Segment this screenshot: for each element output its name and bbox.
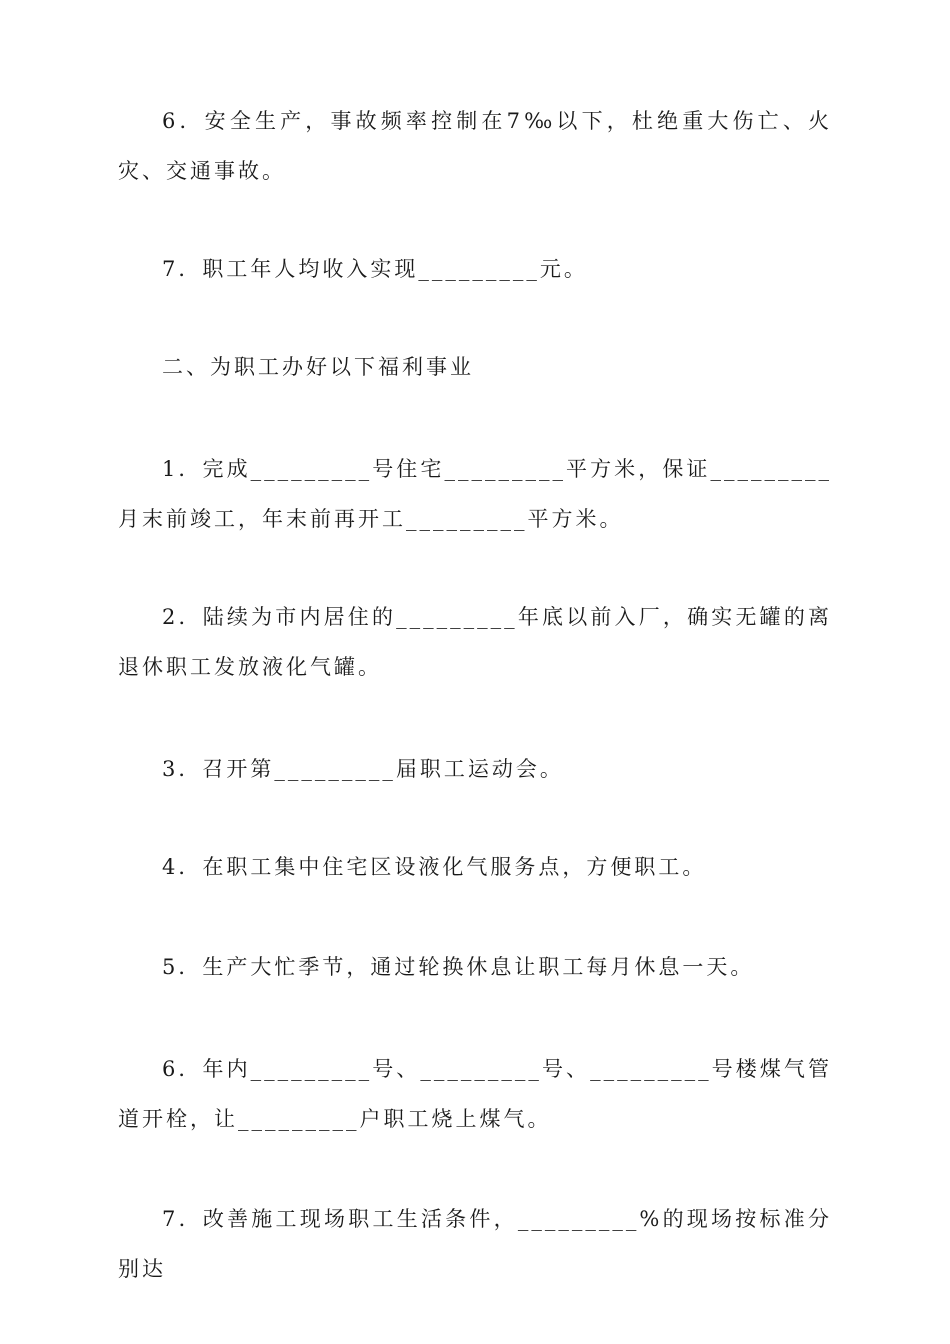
- paragraph-site-conditions: 7．改善施工现场职工生活条件，_________%的现场按标准分别达: [118, 1207, 832, 1281]
- paragraph-gas-service-point: 4．在职工集中住宅区设液化气服务点，方便职工。: [162, 855, 707, 879]
- paragraph-rest-day: 5．生产大忙季节，通过轮换休息让职工每月休息一天。: [162, 955, 755, 979]
- paragraph-income-target: 7．职工年人均收入实现_________元。: [162, 257, 588, 281]
- paragraph-housing: 1．完成_________号住宅_________平方米，保证_________月末前竣工，年末前再开工_________平方米。: [118, 457, 832, 531]
- paragraph-safety-production: 6．安全生产，事故频率控制在7‰以下，杜绝重大伤亡、火灾、交通事故。: [118, 109, 832, 183]
- paragraph-gas-tanks: 2．陆续为市内居住的_________年底以前入厂，确实无罐的离退休职工发放液化气罐。: [118, 605, 832, 679]
- paragraph-sports-meet: 3．召开第_________届职工运动会。: [162, 757, 564, 781]
- paragraph-gas-pipeline: 6．年内_________号、_________号、_________号楼煤气管道开栓，让_________户职工烧上煤气。: [118, 1057, 832, 1131]
- section-heading-welfare: 二、为职工办好以下福利事业: [162, 355, 474, 379]
